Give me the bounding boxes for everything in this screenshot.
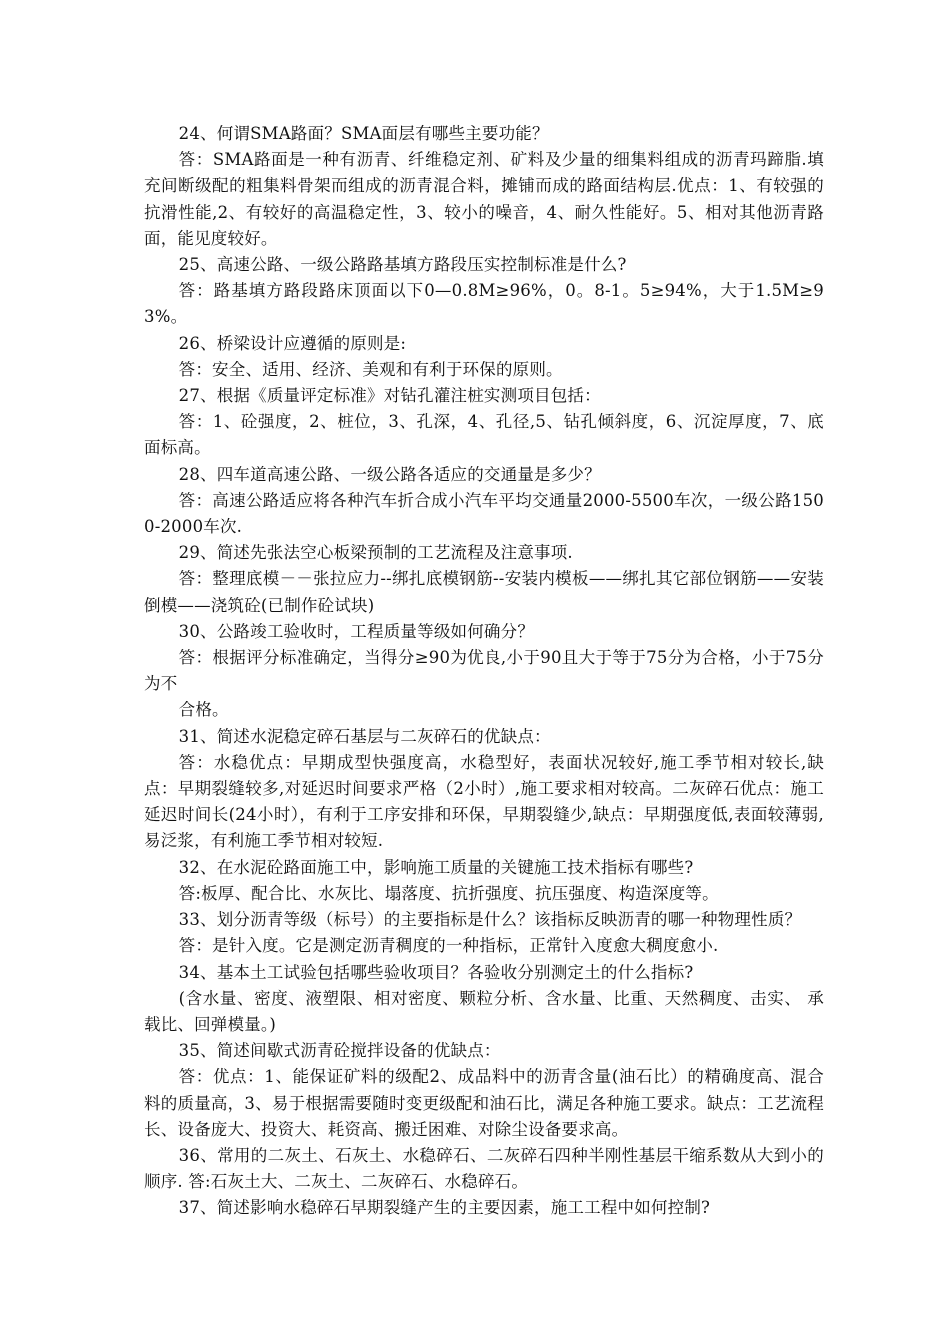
question-27: 27、根据《质量评定标准》对钻孔灌注桩实测项目包括：	[178, 386, 601, 406]
answer-33: 答：是针入度。它是测定沥青稠度的一种指标，正常针入度愈大稠度愈小.	[178, 936, 719, 956]
answer-32: 答:板厚、配合比、水灰比、塌落度、抗折强度、抗压强度、构造深度等。	[178, 883, 719, 903]
question-28: 28、四车道高速公路、一级公路各适应的交通量是多少？	[178, 464, 601, 484]
question-26: 26、桥梁设计应遵循的原则是:	[178, 333, 407, 353]
question-37: 37、简述影响水稳碎石早期裂缝产生的主要因素，施工工程中如何控制?	[178, 1198, 711, 1218]
answer-34: (含水量、密度、液塑限、相对密度、颗粒分析、含水量、比重、天然稠度、击实、 承载比、回弹模量。)	[144, 988, 824, 1034]
question-31: 31、简述水泥稳定碎石基层与二灰碎石的优缺点：	[178, 726, 551, 746]
answer-27: 答：1、砼强度，2、桩位，3、孔深，4、孔径,5、钻孔倾斜度，6、沉淀厚度，7、底面标高。	[144, 412, 824, 458]
question-35: 35、简述间歇式沥青砼搅拌设备的优缺点：	[178, 1041, 501, 1061]
answer-25: 答：路基填方路段路床顶面以下0—0.8M≥96%，0。8-1。5≥94%，大于1.5M≥93%。	[144, 281, 824, 327]
answer-35: 答：优点：1、能保证矿料的级配2、成品料中的沥青含量(油石比）的精确度高、混合料的质量高，3、易于根据需要随时变更级配和油石比，满足各种施工要求。缺点：工艺流程长、设备庞大、投资大、耗资高、搬迁困难、对除尘设备要求高。	[144, 1067, 824, 1139]
question-36: 36、常用的二灰土、石灰土、水稳碎石、二灰碎石四种半刚性基层干缩系数从大到小的顺序. 答:石灰土大、二灰土、二灰碎石、水稳碎石。	[144, 1145, 824, 1192]
document-body	[144, 121, 824, 1222]
answer-28: 答：高速公路适应将各种汽车折合成小汽车平均交通量2000-5500车次，一级公路1500-2000车次.	[144, 490, 824, 537]
answer-26: 答：安全、适用、经济、美观和有利于环保的原则。	[178, 359, 563, 379]
answer-30-continued: 合格。	[178, 700, 229, 720]
question-24: 24、何谓SMA路面？SMA面层有哪些主要功能？	[178, 124, 549, 143]
answer-30: 答：根据评分标准确定，当得分≥90为优良,小于90且大于等于75分为合格，小于75分为不	[144, 648, 824, 694]
answer-29: 答：整理底模－－张拉应力--绑扎底模钢筋--安装内模板——绑扎其它部位钢筋——安装倒模——浇筑砼(已制作砼试块)	[144, 569, 824, 615]
question-33: 33、划分沥青等级（标号）的主要指标是什么？该指标反映沥青的哪一种物理性质？	[178, 910, 802, 930]
answer-31: 答：水稳优点：早期成型快强度高，水稳型好，表面状况较好,施工季节相对较长,缺点：早期裂缝较多,对延迟时间要求严格（2小时）,施工要求相对较高。二灰碎石优点：施工延迟时间长(24小时），有利于工序安排和环保，早期裂缝少,缺点：早期强度低,表面较薄弱,易泛浆，有利施工季节相对较短.	[144, 752, 824, 851]
question-29: 29、简述先张法空心板梁预制的工艺流程及注意事项.	[178, 543, 573, 563]
question-34: 34、基本土工试验包括哪些验收项目？各验收分别测定土的什么指标?	[178, 962, 694, 982]
question-32: 32、在水泥砼路面施工中，影响施工质量的关键施工技术指标有哪些?	[178, 857, 694, 877]
question-30: 30、公路竣工验收时，工程质量等级如何确分？	[178, 621, 535, 641]
answer-24: 答：SMA路面是一种有沥青、纤维稳定剂、矿料及少量的细集料组成的沥青玛蹄脂.填充间断级配的粗集料骨架而组成的沥青混合料，摊铺而成的路面结构层.优点：1、有较强的抗滑性能,2、有较好的高温稳定性，3、较小的噪音，4、耐久性能好。5、相对其他沥青路面，能见度较好。	[144, 150, 824, 248]
question-25: 25、高速公路、一级公路路基填方路段压实控制标准是什么?	[178, 255, 627, 275]
